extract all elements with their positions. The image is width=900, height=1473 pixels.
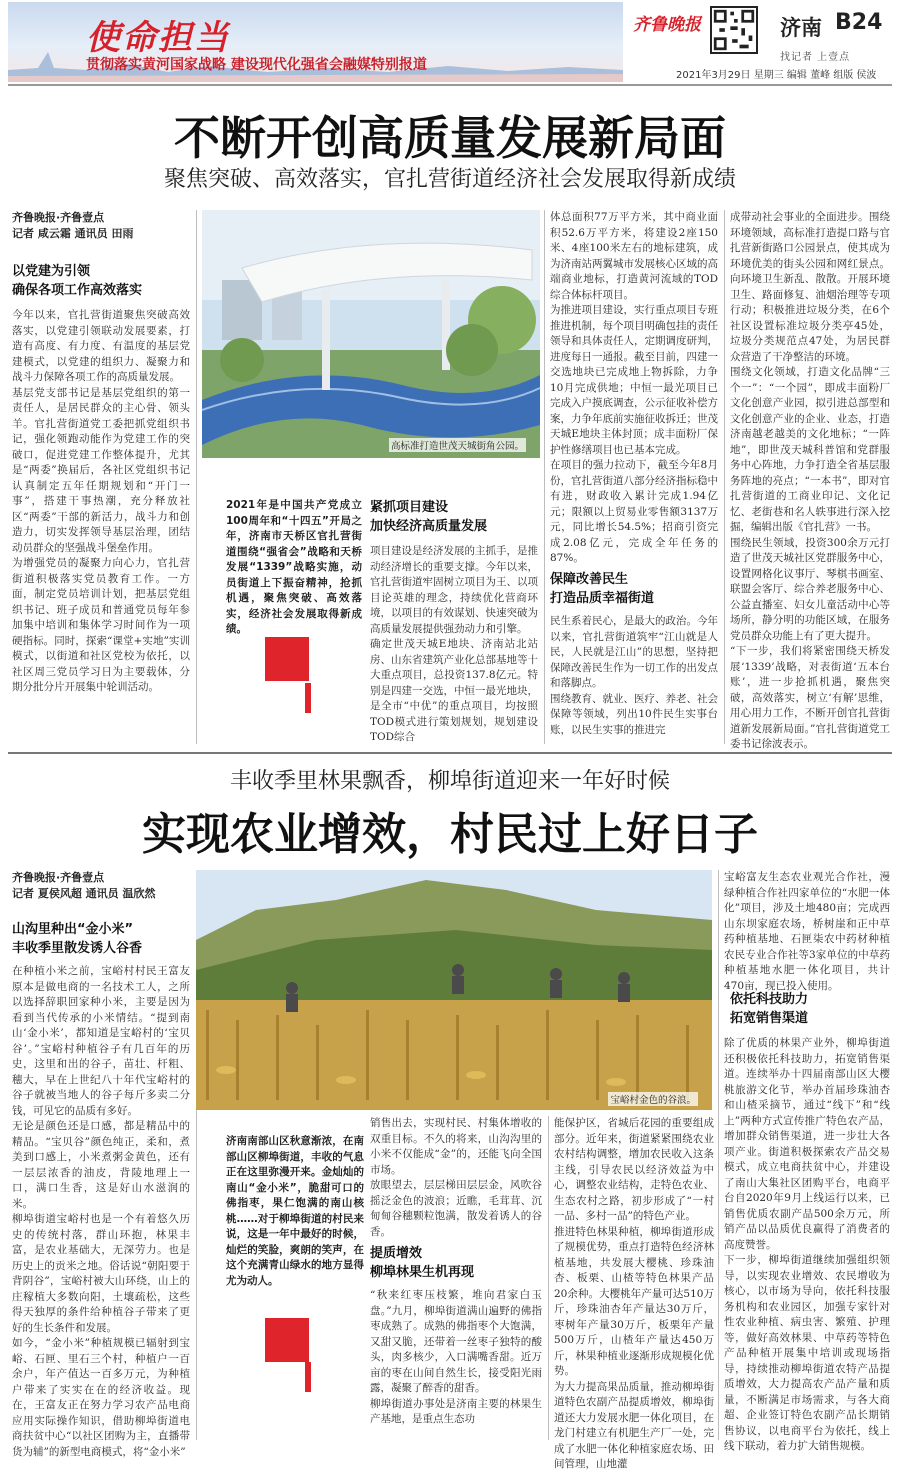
article2-column-3: 能保护区，省城后花园的重要组成部分。近年来，街道紧紧围绕农业农村结构调整，增加农民收入这条主线，引导农民以经济效益为中心，调整农业结构，走特色农业、生态农村之路，初步形成了“一村一品、多村一品”的特色产业。 推进特色林果种植，柳埠街道形成了规模优势，重点打造特色经济林植基地，共发展大樱桃、珍珠油杏、板栗、山楂等特色林果产品20余种。大樱桃年产量可达510万斤，珍珠油杏年产量达30万斤，枣树年产量30万斤，板栗年产量500万斤，山楂年产量达450万斤，林果种植业逐渐形成规模化优势。 为大力提高果品质量，推动柳埠街道特色农副产品提质增效，柳埠街道还大力发展水肥一体化项目，在龙门村建立有机肥生产厂一处，完成了水肥一体化种植家庭农场、田间管理，山地灌 (554, 1117, 714, 1470)
page-number: B24 (835, 10, 883, 35)
article2-column-2: 销售出去，实现村民、村集体增收的双重目标。不久的将来，山沟沟里的小米不仅能成“金”的，还能飞向全国市场。 放眼望去，层层梯田层层金，风吹谷摇泛金色的波浪；近瞧，毛茸茸、沉甸甸谷穗颗粒饱满，散发着诱人的谷香。 (370, 1117, 542, 1238)
article1-subhead-3: 保障改善民生 打造品质幸福街道 (550, 572, 655, 606)
photo-caption: 高标准打造世茂天城街角公园。 (389, 438, 526, 452)
newspaper-logo: 齐鲁晚报 (633, 15, 701, 35)
article1-column-2: 项目建设是经济发展的主抓手，是推动经济增长的重要支撑。今年以来，官扎营街道牢固树立项目为王、以项目论英雄的理念，持续优化营商环境，以项目的有效谋划、快速突破为高质量发展提供强劲动力和引擎。 确定世茂天城E地块、济南站北站房、山东省建筑产业化总部基地等十大重点项目，总投资137.8亿元。特别是四建一交选，中恒一最光地块，是全市“中优”的重点项目，均按照TOD模式进行策划规划，规划建设TOD综合 (370, 545, 538, 743)
article2-column-1: 在种植小米之前，宝峪村村民王富友原本是做电商的一名技术工人，之所以选择辞职回家种小米，主要是因为看到当代传承的小米情结。“提到南山‘金小米’，都知道是宝峪村的‘宝贝谷’。”宝峪村种植谷子有几百年的历史，这里和出的谷子，苗壮、杆粗、穗大，早在上世纪八十年代宝峪村的谷子就被当地人的谷子每斤多卖二分钱，可见它的品质有多好。 无论是颜色还是口感，都是精品中的精品。“宝贝谷”颜色纯正，柔和，煮美到口感上，小米煮粥金黄色，还有一层层浓香的油皮，背陵地理上一口，满口生香，这是好山水滋润的米。 柳埠街道宝峪村也是一个有着悠久历史的传统村落，群山环抱，林果丰富，是农业基础大，无深劳力。也是历史上的贡米之地。俗话说“朝阳要于背阴谷”，宝峪村被大山环绕，山上的庄稼植大多数向阳，土壤疏松，这些得天独厚的条件给种植谷子带来了更好的生长条件和发展。 如今，“金小米”种植规模已辐射到宝峪、石匣、里石三个村，种植户一百余户，年产值达一百多万元，为种植户带来了实实在在的经济收益。现在，王富友正在努力学习农产品电商应用实际操作知识，借助柳埠街道电商扶贫中心“以社区团购为主，直播带货为辅”的新型电商模式，将“金小米” (12, 965, 190, 1458)
edition-label: 济南 (780, 16, 822, 40)
article2-subhead-2: 提质增效 柳埠林果生机再现 (370, 1246, 475, 1280)
article1-column-1: 今年以来，官扎营街道聚焦突破高效落实，以党建引领联动发展要素，打造有高度、有力度、有温度的基层党建模式，以党建的组织力、凝聚力和战斗力保障各项工作的高质量发展。 基层党支部书记是基层党组织的第一责任人，是居民群众的主心骨、领头羊。官扎营街道党工委把抓党组织书记，强化领跑动能作为党建工作的突破口，促进党建工作整体提升，尤其是“两委”换届后，各社区党组织书记认真制定五年任期规划和“开门一事”，搭建干事热潮，充分释放社区“两委”干部的新活力，战斗力和创造力，切实发挥领导基层治理，团结动员群众的坚强战斗堡垒作用。 为增强党员的凝聚力向心力，官扎营街道积极落实党员教育工作。一方面，制定党员培训计划，把基层党组织书记、班子成员和普通党员每年参加集中培训和集体学习时间作为一项硬指标。同时，探索“课堂+实地”实训模式，以街道和社区党校为依托，以社区周三党员学习日为主要载体，分期分批分片开展集中轮训活动。 (12, 309, 190, 693)
column-rule (196, 210, 197, 744)
byline-source: 齐鲁晚报·齐鲁壹点 (12, 871, 105, 884)
article2-column-4b: 除了优质的林果产业外，柳埠街道还积极依托科技助力，拓宽销售渠道。连续举办十四届南部山区大樱桃旅游文化节，举办首届珍珠油杏和山楂采摘节，通过“线下”和“线上”两种方式宣传推广特色农产品，增加群众销售渠道，进一步壮大各项产业。街道积极探索农产品交易模式，成立电商扶贫中心，并建设了南山大集社区团购平台，电商平台自2020年9月上线运行以来，已销售优质农副产品500余万元，所销产品以品质优良赢得了消费者的高度赞誉。 下一步，柳埠街道继续加强组织领导，以实现农业增效、农民增收为核心，以市场为导向，依托科技服务机构和农业园区，加强专家针对性农业种植、病虫害、繁殖、护理等，做好高效林果、中草药等特色产品种植开展集中培训或现场指导，持续推动柳埠街道农特产品提质增效，大力提高农产品产量和质量，不断满足市场需求，与各大商超、企业签订特色农副产品长期销售协议，以电商平台为依托，线上线下联动，着力扩大销售规模。 (724, 1037, 890, 1452)
column-subtitle: 贯彻落实黄河国家战略 建设现代化强省会融媒特别报道 (86, 57, 427, 73)
article1-subhead-1: 以党建为引领 确保各项工作高效落实 (12, 264, 143, 298)
banner-skyline-art (8, 2, 623, 82)
byline-reporters: 记者 咸云霜 通讯员 田雨 (12, 227, 134, 240)
article2-headline: 实现农业增效，村民过上好日子 (142, 809, 758, 860)
column-rule (718, 870, 719, 1440)
article2-lead-box: 济南南部山区秋意渐浓，在南部山区柳埠街道，丰收的气息正在这里弥漫开来。金灿灿的南山“金小米”，脆甜可口的佛指枣，果仁饱满的南山核桃……对于柳埠街道的村民来说，这是一年中最好的时候，灿烂的笑脸，爽朗的笑声，在这个充满青山绿水的地方显得尤为动人。 (226, 1135, 364, 1287)
article1-photo-park (202, 210, 540, 458)
article2-byline (12, 870, 192, 902)
decorative-red-block (265, 637, 309, 681)
article2-photo-millet (196, 870, 712, 1110)
park-walkway-illustration (202, 210, 540, 458)
article1-deck: 聚焦突破、高效落实，官扎营街道经济社会发展取得新成绩 (163, 167, 736, 192)
article2-subhead-1: 山沟里种出“金小米” 丰收季里散发诱人谷香 (12, 922, 143, 956)
article1-column-3b: 民生系着民心，是最大的政治。今年以来，官扎营街道筑牢“江山就是人民，人民就是江山”的思想，坚持把保障改善民生作为一切工作的出发点和落脚点。 围绕教育、就业、医疗、养老、社会保障等领域，列出10件民生实事台账，以民生实事的推进完 (550, 615, 718, 736)
decorative-red-bar (305, 1362, 311, 1392)
issue-meta: 2021年3月29日 星期三 编辑 董峰 组版 侯波 (676, 70, 877, 81)
qr-code-icon (710, 6, 758, 54)
article2-column-2b: “秋来红枣压枝繁，堆向君家白玉盘。”九月，柳埠街道满山遍野的佛指枣成熟了。成熟的佛指枣个大饱满，又甜又脆，还带着一丝枣子独特的酸头，肉多核少，入口满嘴香甜。近万亩的枣在山间自然生长，接受阳光雨露，凝聚了醉香的甜香。 柳埠街道办事处是济南主要的林果生产基地，是重点生态功 (370, 1289, 542, 1425)
decorative-red-bar (305, 683, 311, 713)
byline-source: 齐鲁晚报·齐鲁壹点 (12, 211, 105, 224)
decorative-red-block (265, 1318, 309, 1362)
article2-column-4: 宝峪富友生态农业观光合作社，漫绿种植合作社四家单位的“水肥一体化”项目，涉及土地480亩；完成西山东坝家庭农场，桥树崖和正中草药种植基地、石匣柒农中药材种植农民专业合作社等3家单位的中草药种植基地水肥一体化项目，共计470亩，现已投入使用。 (724, 871, 890, 992)
masthead-banner (0, 0, 900, 88)
masthead-rule (8, 84, 892, 86)
article1-column-4: 成带动社会事业的全面进步。围绕环境领域，高标准打造提口路与官扎营新街路口公园景点，使其成为环境优美的街头公园和网红景点。向环境卫生新乱、散散。开展环境卫生、路面修复、油烟治理等专项行动；积极推进垃圾分类，在6个社区设置标准垃圾分类亭45处，垃圾分类规范点47处，为居民群众营造了干净整洁的环境。 围绕文化领域，打造文化品牌“三个一”：“一个园”，即成丰面粉厂文化创意产业园，拟引进总部型和文化创意产业的企业、业态，打造济南越老越美的文化地标；“一阵地”，即世茂天城科普馆和党群服务中心阵地，力争打造全省基层服务阵地的亮点；“一本书”，即对官扎营街道的工商业印记、文化记忆、老街巷和名人轶事进行深入挖掘，编辑出版《官扎营》一书。 围绕民生领域，投资300余万元打造了世茂天城社区党群服务中心，设置网格化议事厅、琴棋书画室、联盟会客厅、综合养老服务中心、公益直播室、妇女儿童活动中心等场所，静分明的功能区域，在服务党员群众功能上有了更大提升。 “下一步，我们将紧密围绕天桥发展‘1339’战略，对表街道‘五本台账’，进一步抢抓机遇，聚焦突破，高效落实，树立‘有解’思维，用心用力工作，不断开创官扎营街道新发展新局面。”官扎营街道党工委书记徐波表示。 (730, 211, 890, 750)
millet-field-illustration (196, 870, 712, 1110)
column-rule (724, 210, 725, 744)
article2-subhead-4: 依托科技助力 拓宽销售渠道 (730, 992, 809, 1026)
article1-column-3: 体总面积77万平方米，其中商业面积52.6万平方米，将建设2座150米、4座100米左右的地标建筑，成为济南站两翼城市发展核心区域的高端商业地标，打造黄河流域的TOD综合体标杆项目。 为推进项目建设，实行重点项目专班推进机制，每个项目明确包挂的责任领导和具体责任人，定期调度研判，进度每日一通报。截至目前，四建一交选地块已完成地上物拆除，力争10月完成供地；中恒一最光项目已完成入户摸底调查，公示征收补偿方案，力争年底前实施征收拆迁；世茂天城E地块主体封顶；成丰面粉厂保护性修缮项目也已基本完成。 在项目的强力拉动下，截至今年8月份，官扎营街道八部分经济指标稳中有进，财政收入累计完成1.94亿元；限额以上贸易业零售额3137万元，同比增长54.5%；招商引资完成2.08亿元，完成全年任务的87%。 (550, 211, 718, 564)
byline-reporters: 记者 夏侯风超 通讯员 温欣然 (12, 887, 156, 900)
column-rule (544, 210, 545, 744)
article1-headline: 不断开创高质量发展新局面 (174, 111, 726, 165)
column-rule (548, 1116, 549, 1440)
article1-lead-box: 2021年是中国共产党成立100周年和“十四五”开局之年，济南市天桥区官扎营街道围绕“强省会”战略和天桥发展“1339”战略实施，动员街道上下振奋精神，抢抓机遇，聚焦突破、高效落实，经济社会发展取得新成绩。 (226, 499, 362, 635)
photo-caption: 宝峪村金色的谷浪。 (608, 1092, 698, 1106)
article2-deck: 丰收季里林果飘香，柳埠街道迎来一年好时候 (229, 769, 670, 794)
column-title: 使命担当 (86, 18, 230, 58)
slogan: 找记者 上壹点 (780, 52, 851, 63)
article1-subhead-2: 紧抓项目建设 加快经济高质量发展 (370, 500, 488, 534)
article1-byline (12, 210, 192, 242)
article-divider (8, 752, 892, 754)
